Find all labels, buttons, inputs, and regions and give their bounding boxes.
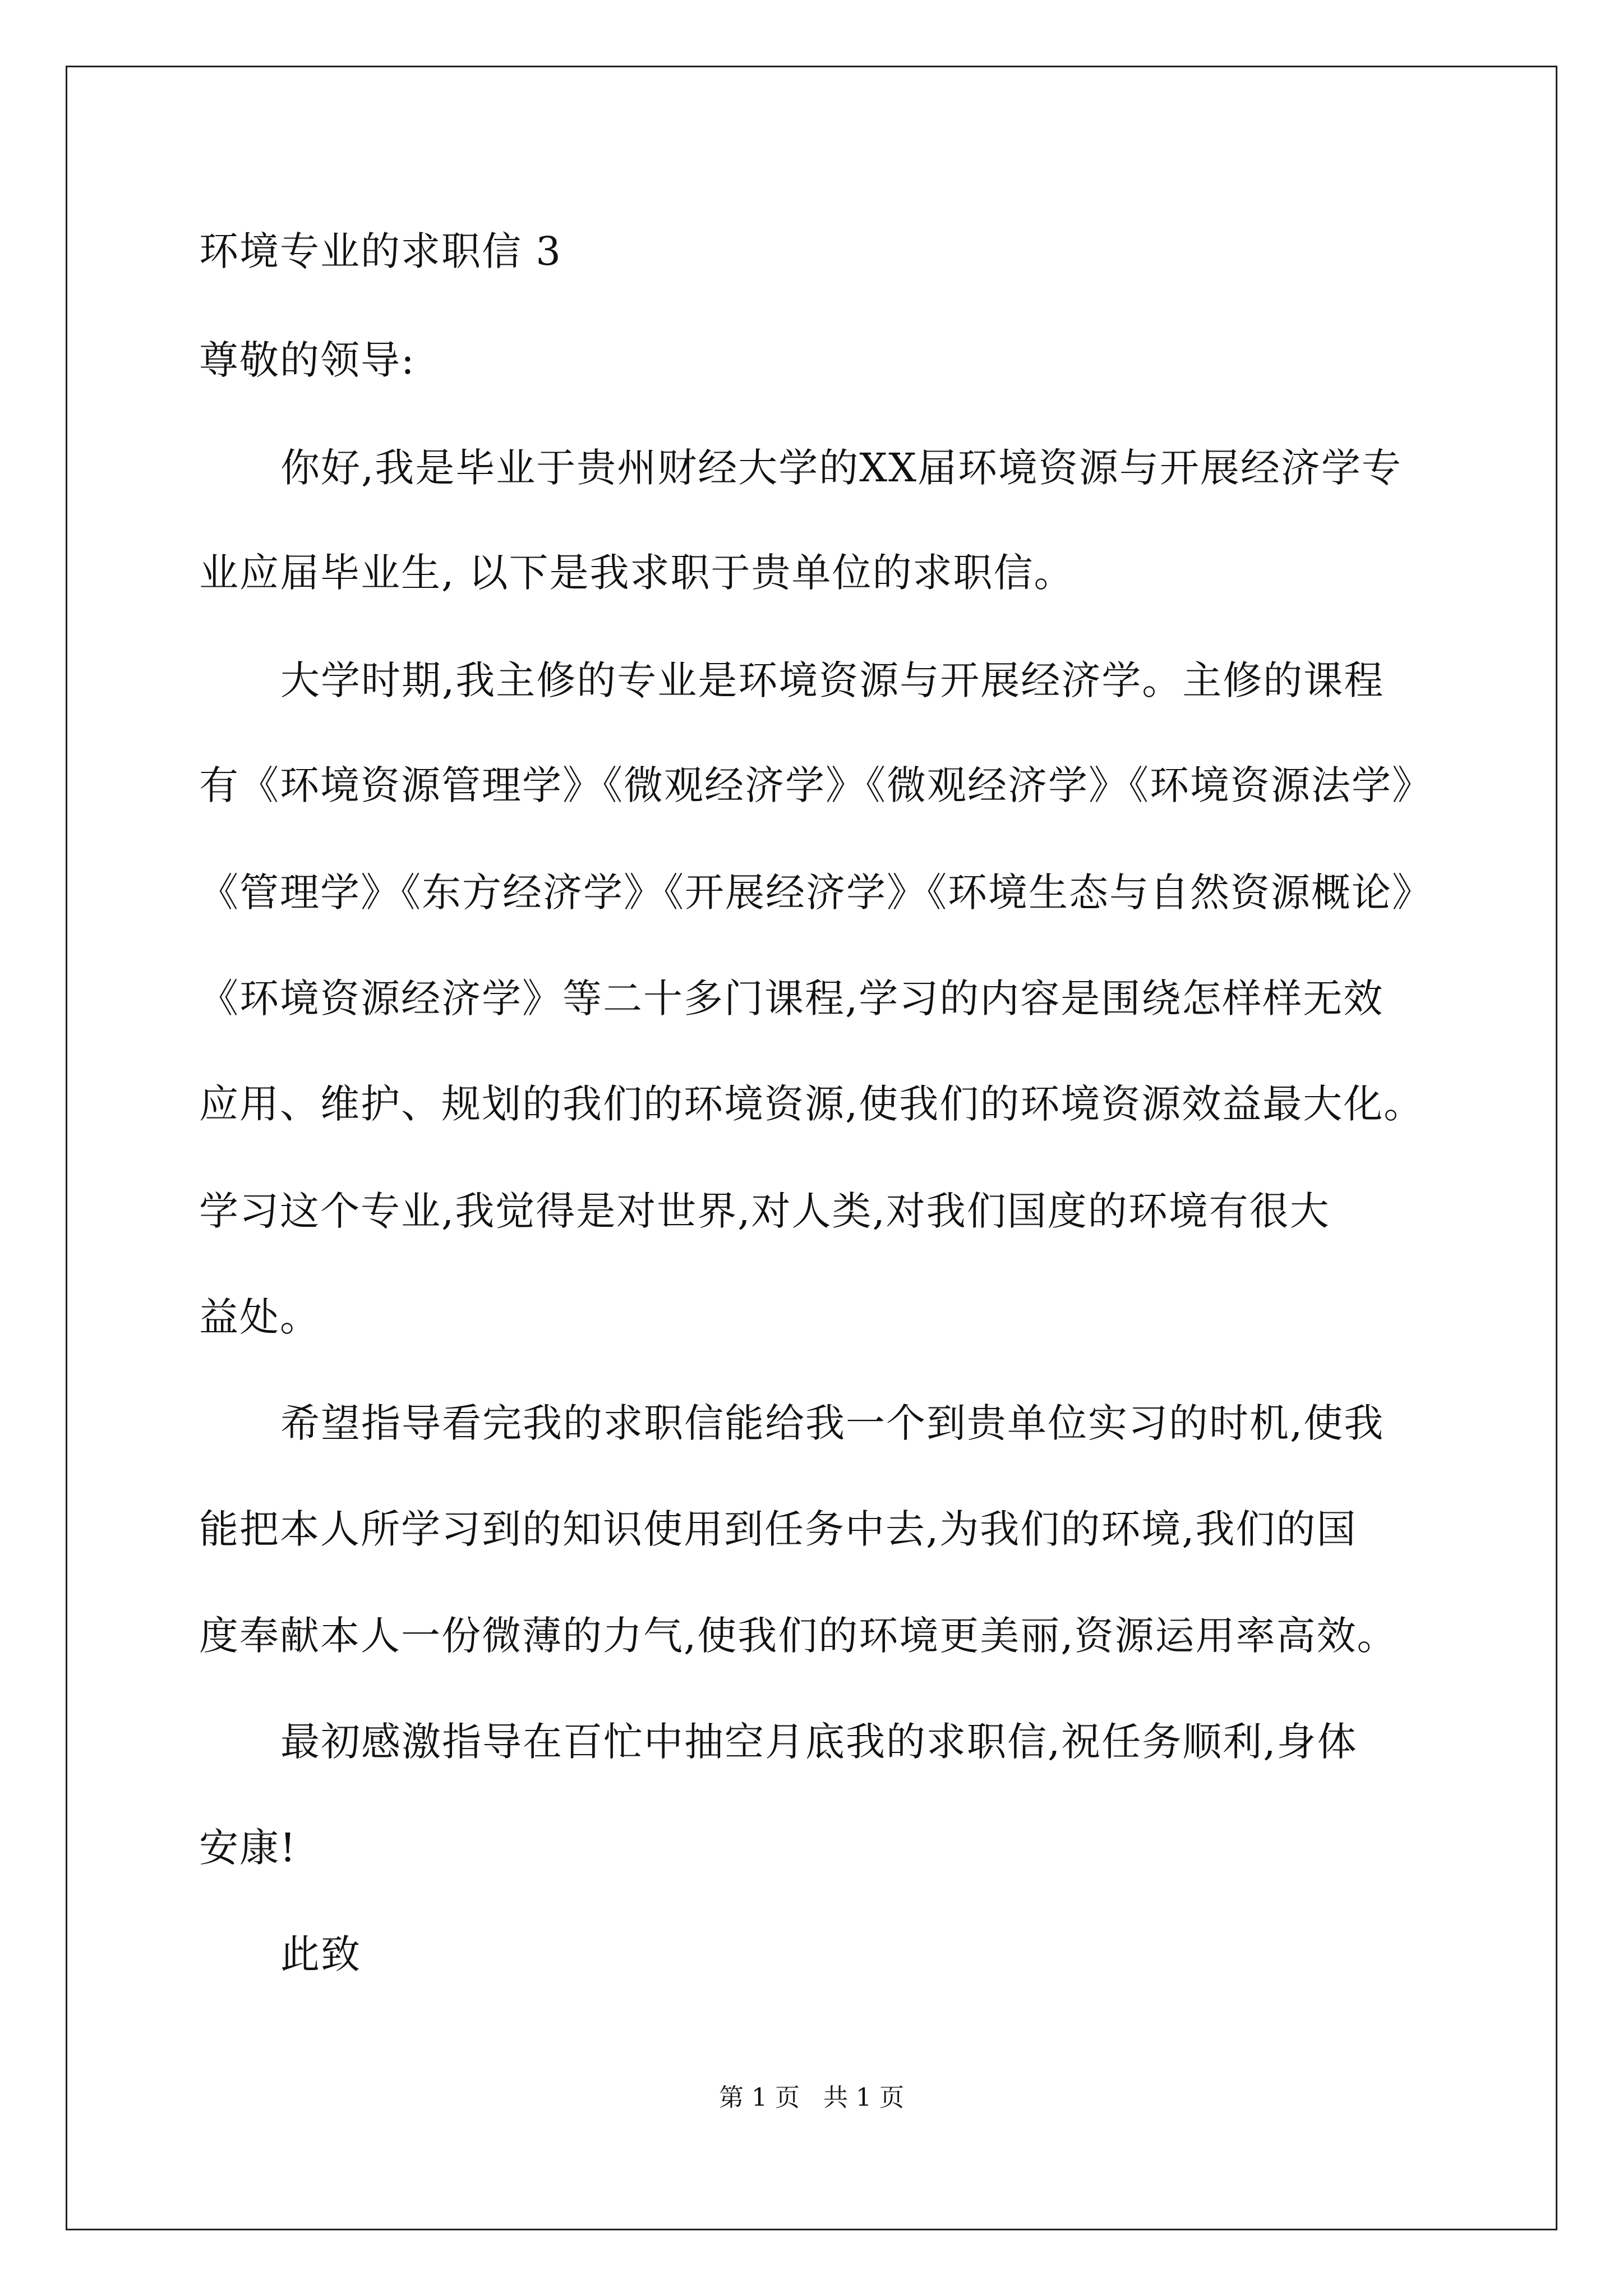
body-line: 度奉献本人一份微薄的力气,使我们的环境更美丽,资源运用率高效。 <box>199 1613 1398 1659</box>
body-line: 《环境资源经济学》等二十多门课程,学习的内容是围绕怎样样无效 <box>199 976 1384 1022</box>
body-line: 能把本人所学习到的知识使用到任务中去,为我们的环境,我们的国 <box>199 1506 1357 1552</box>
page-number-footer: 第 1 页 共 1 页 <box>719 2083 904 2112</box>
body-line: 业应届毕业生, 以下是我求职于贵单位的求职信。 <box>199 550 1075 596</box>
body-line: 大学时期,我主修的专业是环境资源与开展经济学。主修的课程 <box>280 657 1385 703</box>
body-line: 《管理学》《东方经济学》《开展经济学》《环境生态与自然资源概论》 <box>199 869 1432 915</box>
body-line: 你好,我是毕业于贵州财经大学的XX届环境资源与开展经济学专 <box>280 445 1402 491</box>
salutation: 尊敬的领导: <box>199 337 416 383</box>
body-line: 益处。 <box>199 1294 320 1340</box>
closing: 此致 <box>280 1931 361 1977</box>
body-line: 有《环境资源管理学》《微观经济学》《微观经济学》《环境资源法学》 <box>199 762 1432 808</box>
body-line: 安康! <box>199 1825 297 1871</box>
body-line: 最初感激指导在百忙中抽空月底我的求职信,祝任务顺利,身体 <box>280 1719 1358 1765</box>
body-line: 应用、维护、规划的我们的环境资源,使我们的环境资源效益最大化。 <box>199 1081 1424 1127</box>
page-border <box>66 66 1557 2230</box>
document-title: 环境专业的求职信 3 <box>199 228 562 274</box>
body-line: 学习这个专业,我觉得是对世界,对人类,对我们国度的环境有很大 <box>199 1188 1330 1234</box>
body-line: 希望指导看完我的求职信能给我一个到贵单位实习的时机,使我 <box>280 1400 1385 1446</box>
